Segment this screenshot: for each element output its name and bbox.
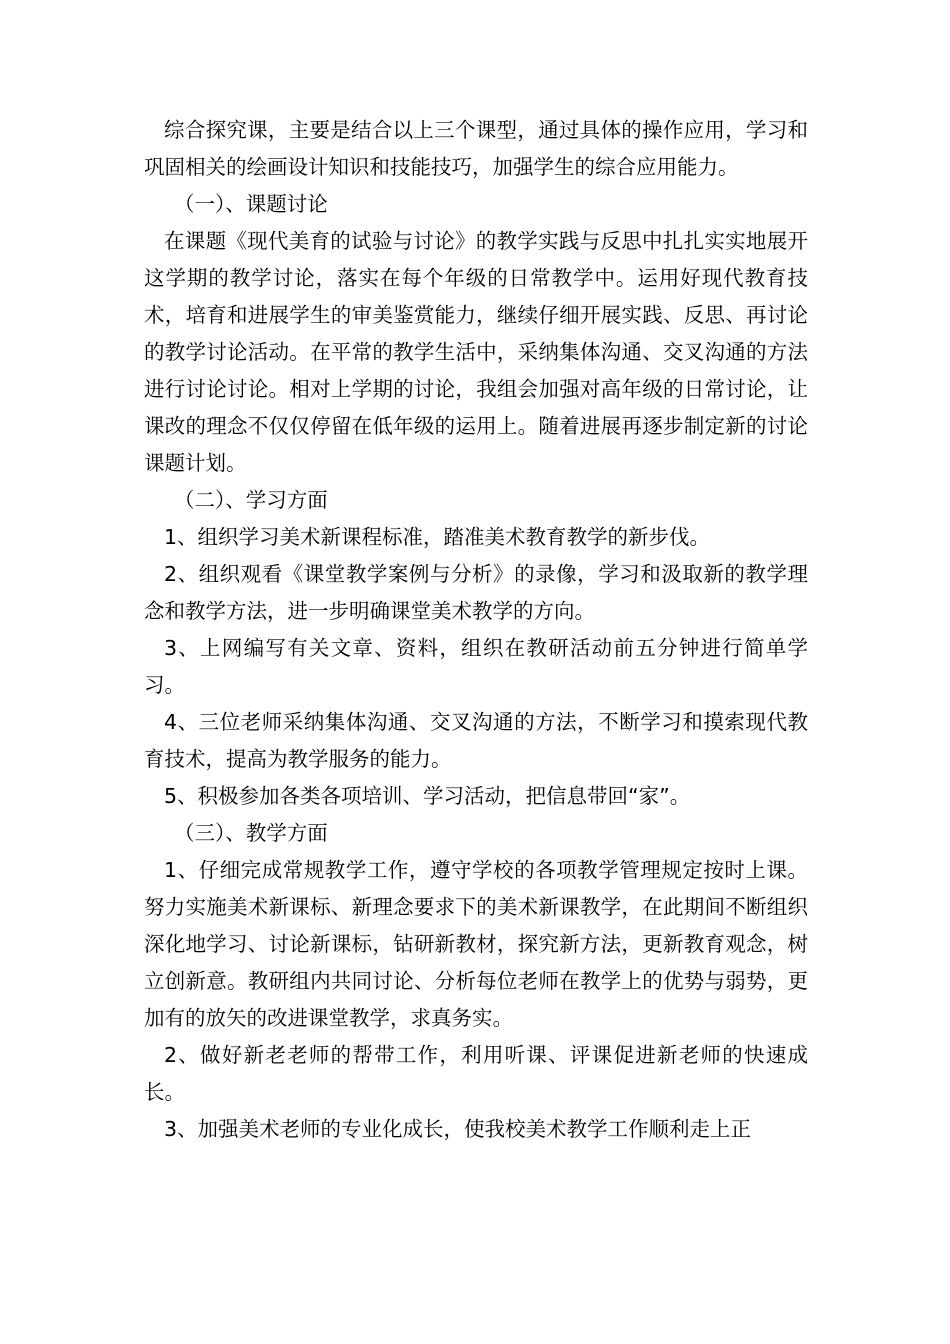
section-heading-teaching: （三）、教学方面 [174,821,328,845]
list-item-learning-1: 1、组织学习美术新课程标准，踏准美术教育教学的新步伐。 [164,525,711,549]
list-item-teaching-1: 1、仔细完成常规教学工作，遵守学校的各项教学管理规定按时上课。努力实施美术新课标、新理念要求下的美术新课教学，在此期间不断组织深化地学习、讨论新课标，钻研新教材，探究新方法，更新教育观念，树立创新意。教研组内共同讨论、分析每位老师在教学上的优势与弱势，更加有的放矢的改进课堂教学，求真务实。 [144,858,808,1030]
list-item-learning-3: 3、上网编写有关文章、资料，组织在教研活动前五分钟进行简单学习。 [144,636,808,697]
paragraph-intro: 综合探究课，主要是结合以上三个课型，通过具体的操作应用，学习和巩固相关的绘画设计知识和技能技巧，加强学生的综合应用能力。 [144,118,808,179]
list-item-teaching-3: 3、加强美术老师的专业化成长，使我校美术教学工作顺利走上正 [164,1117,752,1141]
section-heading-topic-discussion: （一）、课题讨论 [174,192,328,216]
list-item-learning-4: 4、三位老师采纳集体沟通、交叉沟通的方法，不断学习和摸索现代教育技术，提高为教学服务的能力。 [144,710,808,771]
list-item-teaching-2: 2、做好新老老师的帮带工作，利用听课、评课促进新老师的快速成长。 [144,1043,808,1104]
document-body [144,112,808,1148]
list-item-learning-2: 2、组织观看《课堂教学案例与分析》的录像，学习和汲取新的教学理念和教学方法，进一步明确课堂美术教学的方向。 [144,562,808,623]
list-item-learning-5: 5、积极参加各类各项培训、学习活动，把信息带回“家”。 [164,784,691,808]
paragraph-topic-discussion: 在课题《现代美育的试验与讨论》的教学实践与反思中扎扎实实地展开这学期的教学讨论，落实在每个年级的日常教学中。运用好现代教育技术，培育和进展学生的审美鉴赏能力，继续仔细开展实践、反思、再讨论的教学讨论活动。在平常的教学生活中，采纳集体沟通、交叉沟通的方法进行讨论讨论。相对上学期的讨论，我组会加强对高年级的日常讨论，让课改的理念不仅仅停留在低年级的运用上。随着进展再逐步制定新的讨论课题计划。 [144,229,808,475]
section-heading-learning: （二）、学习方面 [174,488,328,512]
